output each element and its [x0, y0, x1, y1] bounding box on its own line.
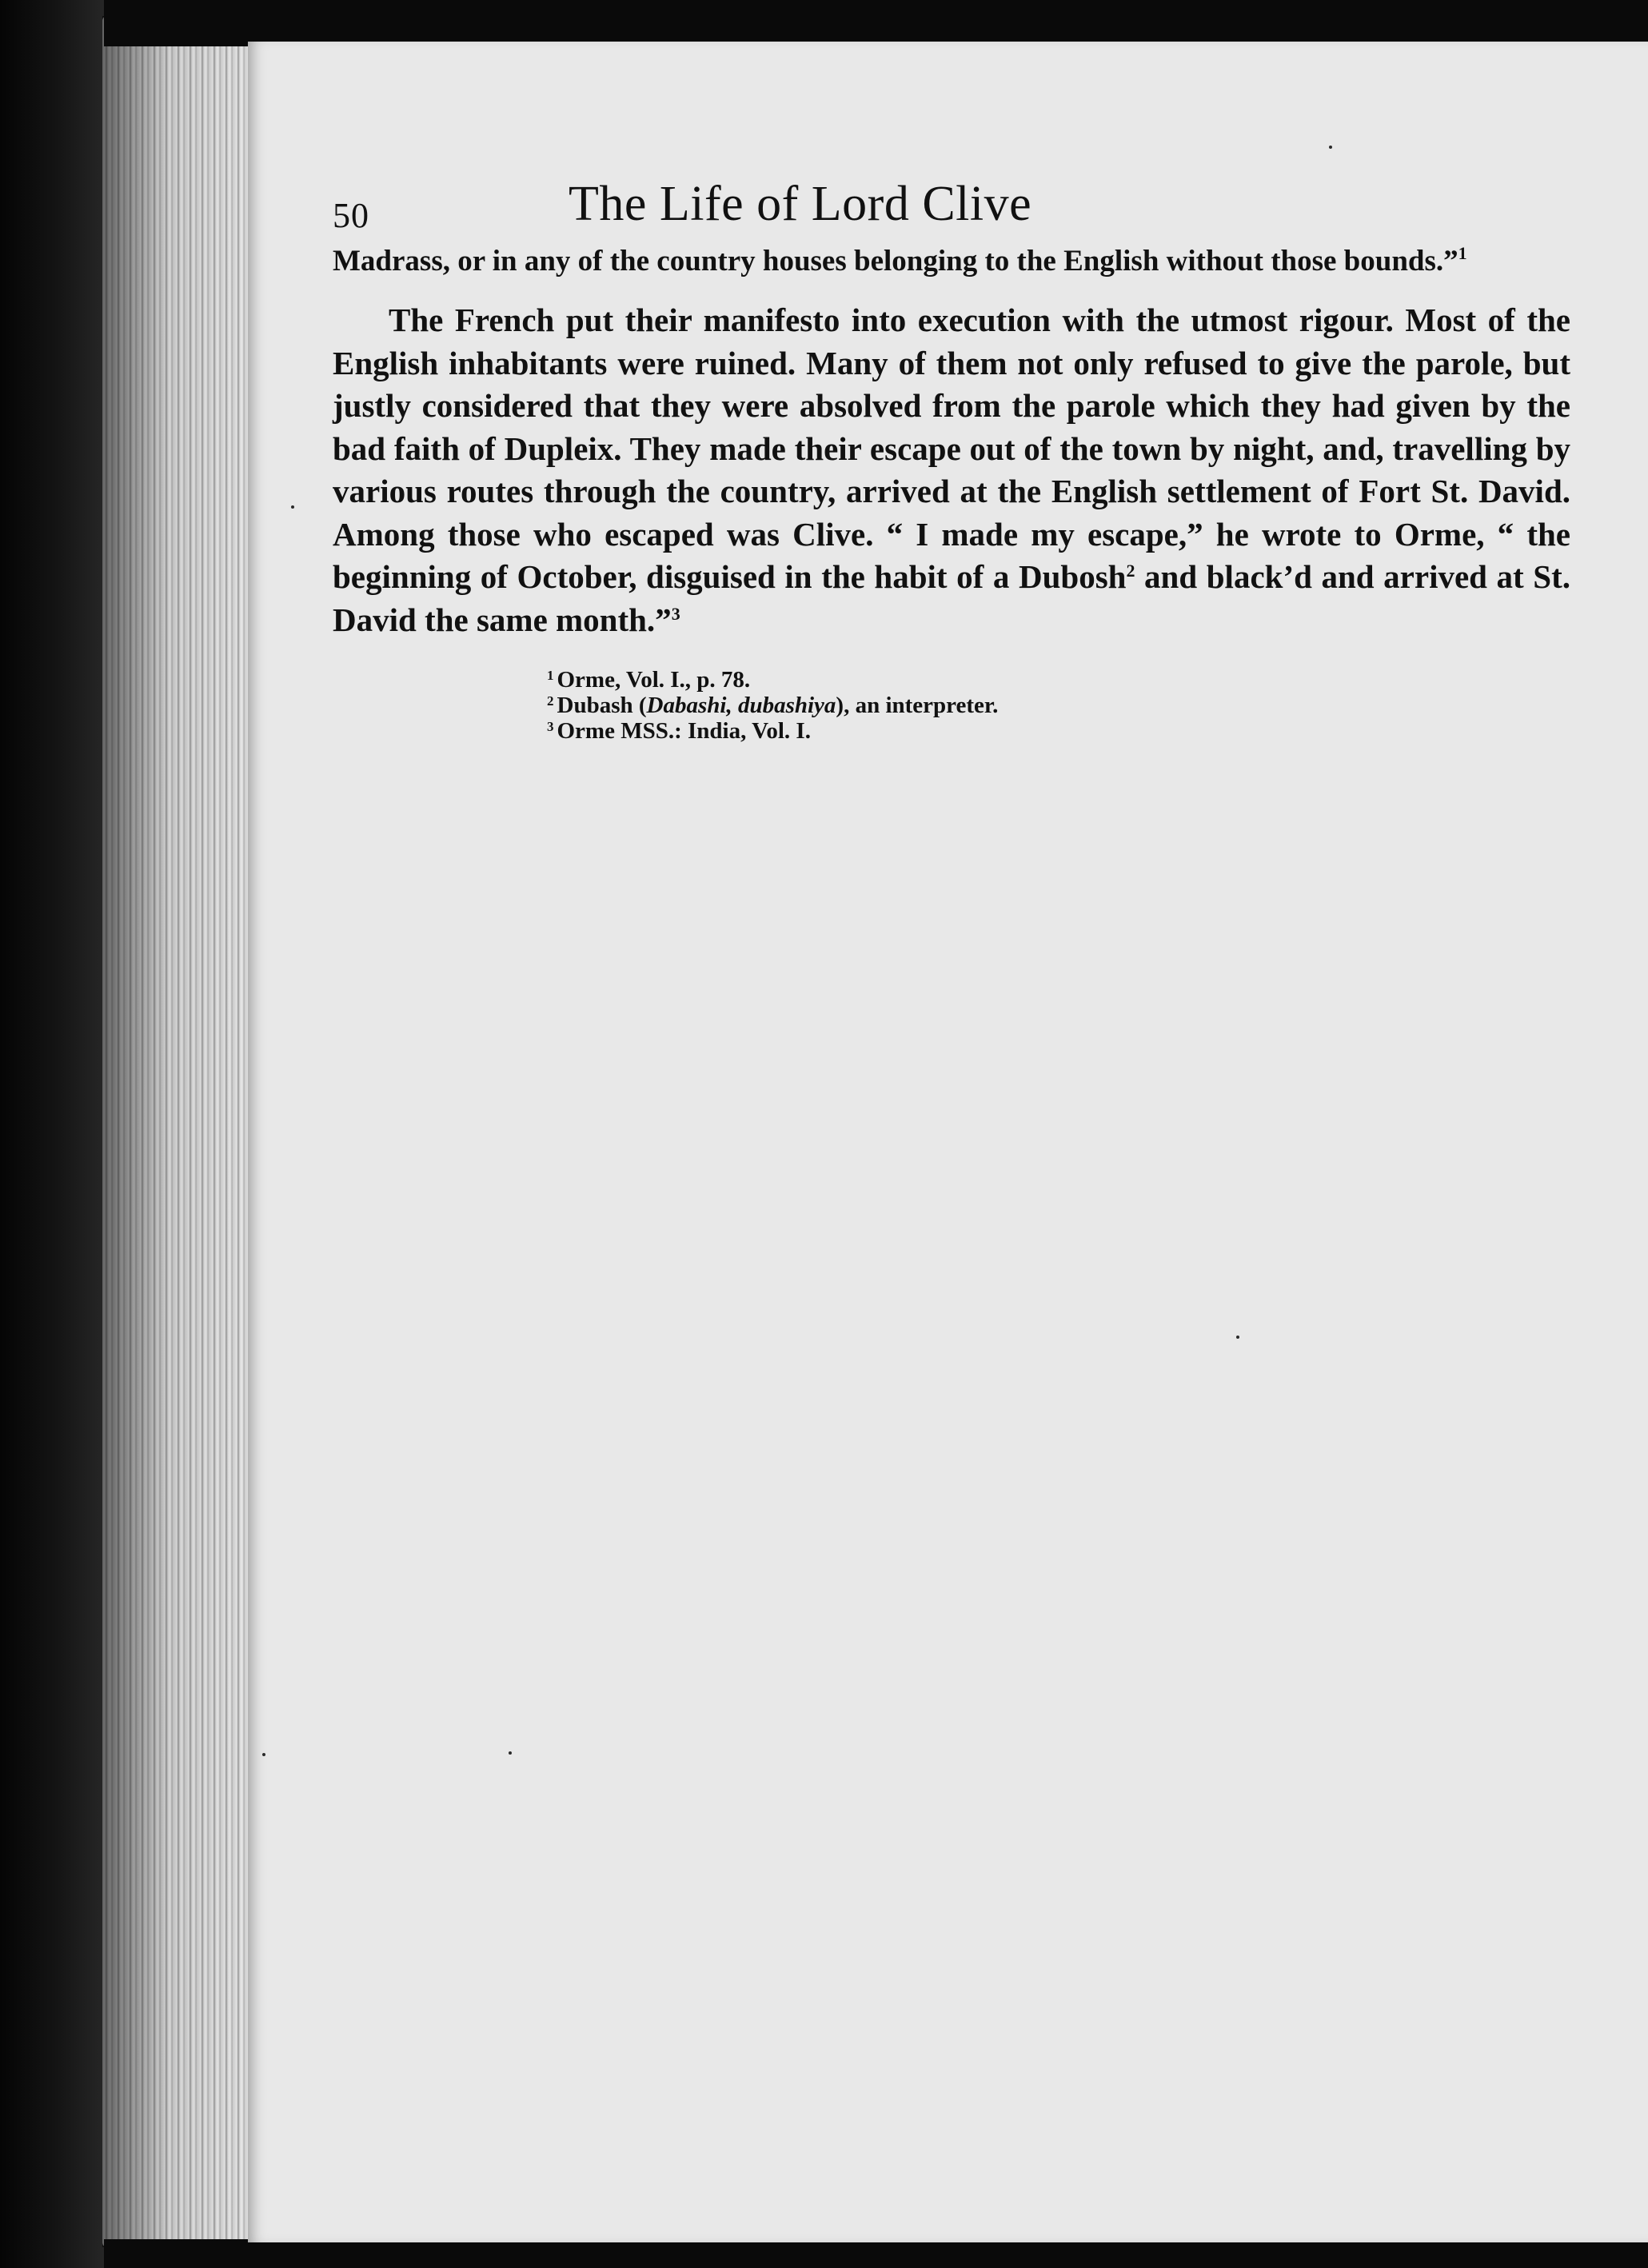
- footnote-2: [547, 693, 1570, 718]
- dust-speck: [1236, 1336, 1239, 1339]
- continued-quotation-text: Madrass, or in any of the country houses belonging to the English without those bounds.”: [333, 245, 1458, 278]
- footnote-marker: 3: [547, 719, 554, 734]
- page-number: 50: [333, 196, 369, 235]
- footnote-text-end: ), an interpreter.: [836, 693, 999, 718]
- footnote-ref-1: 1: [1458, 243, 1467, 263]
- dust-speck: [291, 505, 294, 509]
- footnote-text: Dubash (: [557, 693, 647, 718]
- footnote-ref-3: 3: [671, 603, 680, 624]
- continued-quotation: [333, 243, 1570, 280]
- page-text: [333, 176, 1570, 744]
- bottom-scan-border: [104, 2239, 1648, 2268]
- footnote-1: [547, 667, 1570, 693]
- dust-speck: [1329, 146, 1332, 149]
- body-paragraph-text-continued: and black’d and arrived at St. David the same month.”: [333, 558, 1570, 638]
- dust-speck: [262, 1753, 265, 1756]
- body-paragraph: [333, 299, 1570, 641]
- footnote-ref-2: 2: [1126, 561, 1135, 581]
- footnote-italic-text: Dabashi, dubashiya: [646, 693, 836, 718]
- dust-speck: [509, 1751, 512, 1755]
- top-scan-border: [104, 0, 1648, 46]
- footnote-marker: 1: [547, 668, 554, 683]
- running-title: The Life of Lord Clive: [569, 177, 1032, 231]
- footnote-3: [547, 718, 1570, 744]
- footnotes: [547, 667, 1570, 744]
- footnote-text: Orme, Vol. I., p. 78.: [557, 667, 751, 693]
- footnote-text: Orme MSS.: India, Vol. I.: [557, 718, 811, 744]
- footnote-marker: 2: [547, 693, 554, 709]
- body-paragraph-text: The French put their manifesto into execution with the utmost rigour. Most of the English inhabitants were ruined. Many of them not only refused to give the parole, but justly considered that they were absolved from the parole which they had given by the bad faith of Dupleix. They made their escape out of the town by night, and, travelling by various routes through the country, arrived at the English settlement of Fort St. David. Among those who escaped was Clive. “ I made my escape,” he wrote to Orme, “ the beginning of October, disguised in the habit of a Dubosh: [333, 301, 1570, 595]
- running-head: [333, 176, 1570, 243]
- book-binding: [0, 0, 104, 2268]
- page-edges: [102, 16, 270, 2247]
